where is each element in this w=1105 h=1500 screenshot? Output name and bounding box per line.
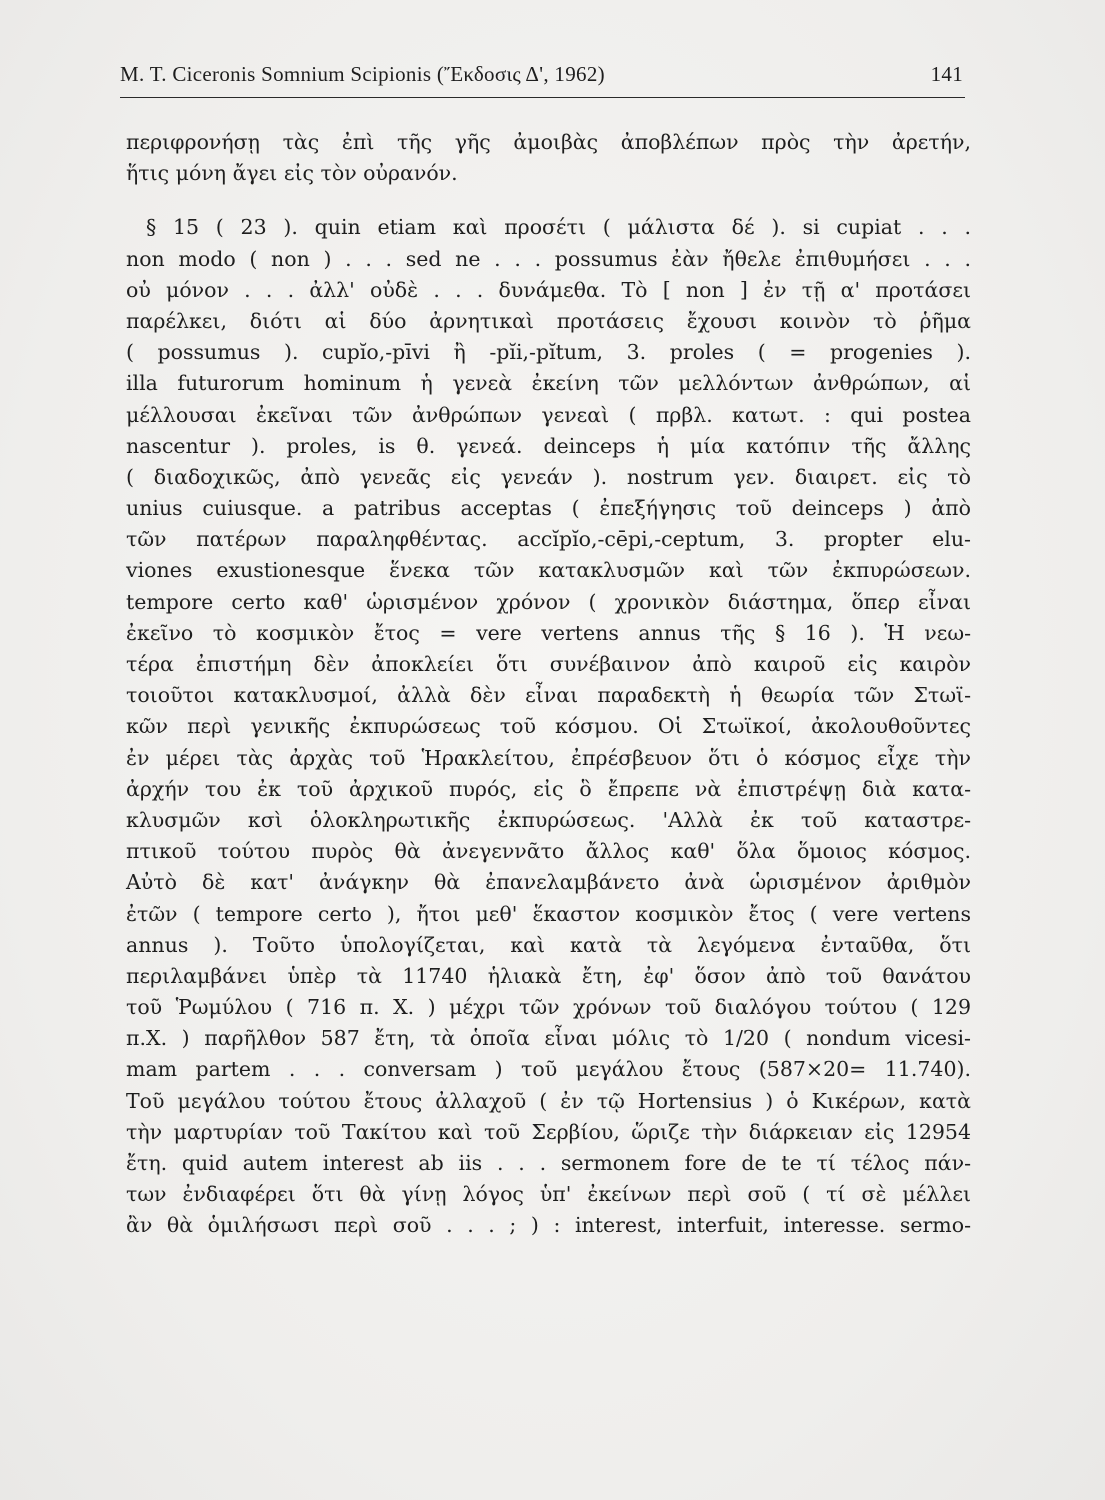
text-line: ἔτη. quid autem interest ab iis . . . sermonem fore de te τί τέλος πάν-	[126, 1151, 971, 1175]
text-line: κλυσμῶν κσὶ ὁλοκληρωτικῆς ἐκπυρώσεως. 'Αλλὰ ἐκ τοῦ καταστρε-	[126, 807, 971, 832]
text-line: mam partem . . . conversam ) τοῦ μεγάλου ἔτους (587×20= 11.740).	[126, 1057, 971, 1082]
text-line: τοιοῦτοι κατακλυσμοί, ἀλλὰ δὲν εἶναι παραδεκτὴ ἡ θεωρία τῶν Στωϊ-	[126, 683, 971, 708]
text-line: οὐ μόνον . . . ἀλλ' οὐδὲ . . . δυνάμεθα. Τὸ [ non ] ἐν τῇ α' προτάσει	[126, 277, 971, 302]
text-line: ( διαδοχικῶς, ἀπὸ γενεᾶς εἰς γενεάν ). nostrum γεν. διαιρετ. εἰς τὸ	[126, 464, 971, 489]
header-divider	[120, 97, 965, 98]
text-line: ἐκεῖνο τὸ κοσμικὸν ἔτος = vere vertens annus τῆς § 16 ). Ἡ νεω-	[126, 620, 971, 645]
text-line: annus ). Τοῦτο ὑπολογίζεται, καὶ κατὰ τὰ λεγόμενα ἐνταῦθα, ὅτι	[126, 932, 971, 957]
text-line: τὴν μαρτυρίαν τοῦ Τακίτου καὶ τοῦ Σερβίου, ὥριζε τὴν διάρκειαν εἰς 12954	[126, 1119, 971, 1144]
text-line: ἐτῶν ( tempore certo ), ἤτοι μεθ' ἕκαστον κοσμικὸν ἔτος ( vere vertens	[126, 901, 971, 926]
text-line: τῶν πατέρων παραληφθέντας. accĭpĭo,-cēpi,-ceptum, 3. propter elu-	[126, 527, 971, 552]
text-line: nascentur ). proles, is θ. γενεά. deinceps ἡ μία κατόπιν τῆς ἄλλης	[126, 433, 971, 458]
text-line: ἐν μέρει τὰς ἀρχὰς τοῦ Ἡρακλείτου, ἐπρέσβευον ὅτι ὁ κόσμος εἶχε τὴν	[126, 745, 971, 770]
text-line: περιλαμβάνει ὑπὲρ τὰ 11740 ἡλιακὰ ἔτη, ἐφ' ὅσον ἀπὸ τοῦ θανάτου	[126, 963, 971, 988]
text-line: κῶν περὶ γενικῆς ἐκπυρώσεως τοῦ κόσμου. Οἱ Στωϊκοί, ἀκολουθοῦντες	[126, 714, 971, 739]
text-line: πτικοῦ τούτου πυρὸς θὰ ἀνεγεννᾶτο ἄλλος καθ' ὅλα ὅμοιος κόσμος.	[126, 839, 971, 864]
text-line: τοῦ Ῥωμύλου ( 716 π. Χ. ) μέχρι τῶν χρόνων τοῦ διαλόγου τούτου ( 129	[126, 995, 971, 1020]
text-line: non modo ( non ) . . . sed ne . . . possumus ἐὰν ἤθελε ἐπιθυμήσει . . .	[126, 246, 971, 271]
text-line: μέλλουσαι ἐκεῖναι τῶν ἀνθρώπων γενεαὶ ( πρβλ. κατωτ. : qui postea	[126, 402, 971, 427]
running-header	[120, 60, 965, 94]
page-number: 141	[930, 62, 963, 86]
text-line: ἀρχήν του ἐκ τοῦ ἀρχικοῦ πυρός, εἰς ὃ ἔπρεπε νὰ ἐπιστρέψῃ διὰ κατα-	[126, 776, 971, 801]
text-line: ( possumus ). cupĭo,-pīvi ἢ -pĭi,-pĭtum, 3. proles ( = progenies ).	[126, 340, 971, 365]
text-line: Τοῦ μεγάλου τούτου ἔτους ἀλλαχοῦ ( ἐν τῷ Hortensius ) ὁ Κικέρων, κατὰ	[126, 1088, 971, 1113]
text-line: illa futurorum hominum ἡ γενεὰ ἐκείνη τῶν μελλόντων ἀνθρώπων, αἱ	[126, 371, 971, 396]
text-line: παρέλκει, διότι αἱ δύο ἀρνητικαὶ προτάσεις ἔχουσι κοινὸν τὸ ῥῆμα	[126, 308, 971, 333]
text-line: περιφρονήσῃ τὰς ἐπὶ τῆς γῆς ἀμοιβὰς ἀποβλέπων πρὸς τὴν ἀρετήν,	[126, 130, 971, 154]
text-line: viones exustionesque ἕνεκα τῶν κατακλυσμῶν καὶ τῶν ἐκπυρώσεων.	[126, 558, 971, 583]
text-line: των ἐνδιαφέρει ὅτι θὰ γίνῃ λόγος ὑπ' ἐκείνων περὶ σοῦ ( τί σὲ μέλλει	[126, 1182, 971, 1207]
text-line: Αὐτὸ δὲ κατ' ἀνάγκην θὰ ἐπανελαμβάνετο ἀνὰ ὡρισμένον ἀριθμὸν	[126, 870, 971, 895]
text-line: § 15 ( 23 ). quin etiam καὶ προσέτι ( μάλιστα δέ ). si cupiat . . .	[146, 215, 971, 240]
text-line: tempore certo καθ' ὡρισμένον χρόνον ( χρονικὸν διάστημα, ὅπερ εἶναι	[126, 589, 971, 614]
header-title: M. T. Ciceronis Somnium Scipionis (Ἔκδοσις Δ', 1962)	[120, 62, 605, 86]
text-line: π.Χ. ) παρῆλθον 587 ἔτη, τὰ ὁποῖα εἶναι μόλις τὸ 1/20 ( nondum vicesi-	[126, 1026, 971, 1051]
paragraph-gap	[126, 189, 971, 212]
text-line: τέρα ἐπιστήμη δὲν ἀποκλείει ὅτι συνέβαινον ἀπὸ καιροῦ εἰς καιρὸν	[126, 652, 971, 676]
text-line: ἥτις μόνη ἄγει εἰς τὸν οὐρανόν.	[126, 161, 458, 186]
text-line: unius cuiusque. a patribus acceptas ( ἐπεξήγησις τοῦ deinceps ) ἀπὸ	[126, 496, 971, 521]
body-text	[126, 127, 971, 1242]
text-line: ἂν θὰ ὁμιλήσωσι περὶ σοῦ . . . ; ) : interest, interfuit, interesse. sermo-	[126, 1213, 971, 1238]
